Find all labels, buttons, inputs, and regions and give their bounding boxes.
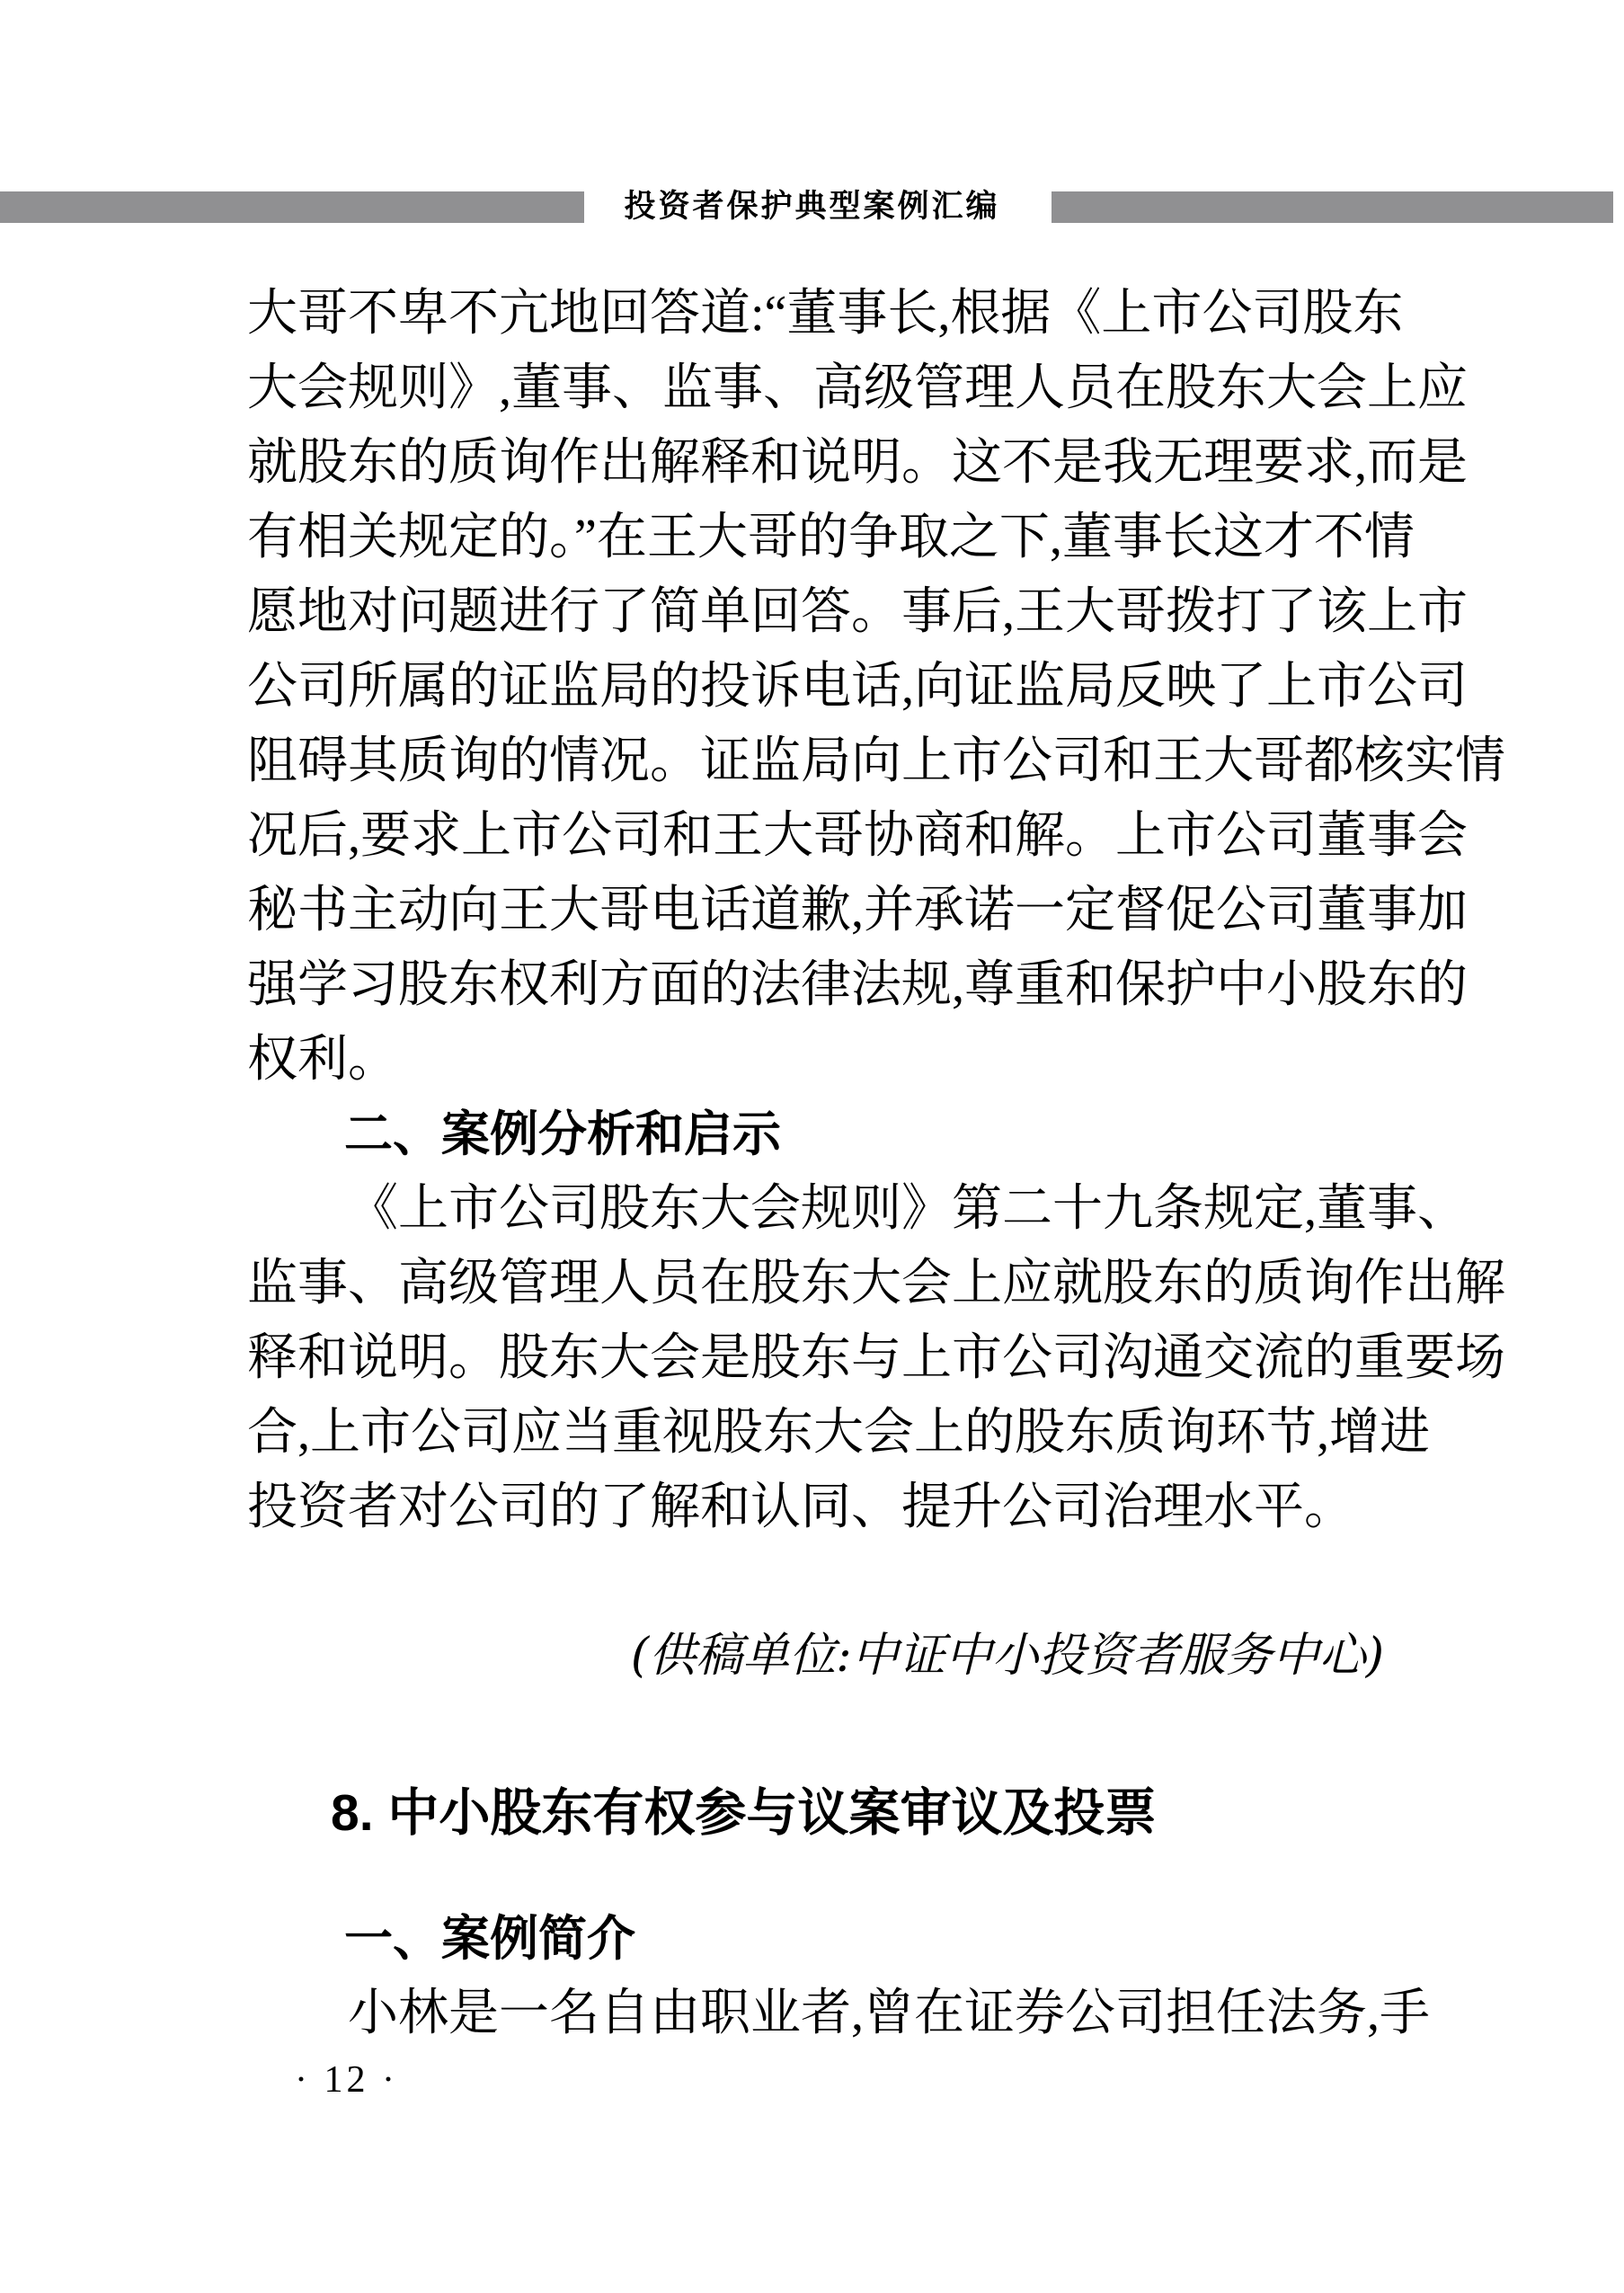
running-head-title: 投资者保护典型案例汇编: [624, 189, 1000, 224]
body-line: 况后,要求上市公司和王大哥协商和解。上市公司董事会: [247, 808, 1468, 864]
section-heading-intro: 一、案例简介: [344, 1912, 635, 1966]
body-line: 权利。: [247, 1032, 398, 1088]
header-rule-right: [1052, 191, 1613, 223]
body-line: 强学习股东权利方面的法律法规,尊重和保护中小股东的: [247, 957, 1468, 1013]
paragraph-case-narrative: [247, 277, 1505, 1098]
body-line: 公司所属的证监局的投诉电话,向证监局反映了上市公司: [247, 659, 1468, 715]
body-line: 阻碍其质询的情况。证监局向上市公司和王大哥都核实情: [247, 733, 1505, 789]
attribution-line: (供稿单位:中证中小投资者服务中心): [630, 1629, 1384, 1683]
body-line: 《上市公司股东大会规则》第二十九条规定,董事、: [348, 1181, 1468, 1237]
body-line: 有相关规定的。”在王大哥的争取之下,董事长这才不情: [247, 510, 1415, 565]
body-line: 愿地对问题进行了简单回答。事后,王大哥拨打了该上市: [247, 584, 1468, 640]
paragraph-analysis: [247, 1172, 1505, 1545]
section-heading-analysis: 二、案例分析和启示: [344, 1107, 781, 1161]
body-line: 就股东的质询作出解释和说明。这不是我无理要求,而是: [247, 435, 1468, 491]
body-line: 合,上市公司应当重视股东大会上的股东质询环节,增进: [247, 1405, 1430, 1461]
body-line: 大哥不卑不亢地回答道:“董事长,根据《上市公司股东: [247, 286, 1404, 342]
text-block: [247, 277, 1505, 2051]
page-number: · 12 ·: [295, 2059, 398, 2101]
body-line: 大会规则》,董事、监事、高级管理人员在股东大会上应: [247, 360, 1468, 416]
body-line: 小林是一名自由职业者,曾在证券公司担任法务,手: [348, 1986, 1430, 2041]
body-line: 监事、高级管理人员在股东大会上应就股东的质询作出解: [247, 1256, 1505, 1311]
chapter-heading: 8. 中小股东有权参与议案审议及投票: [331, 1784, 1157, 1842]
paragraph-intro: [247, 1977, 1430, 2051]
body-line: 投资者对公司的了解和认同、提升公司治理水平。: [247, 1480, 1354, 1535]
body-line: 秘书主动向王大哥电话道歉,并承诺一定督促公司董事加: [247, 883, 1468, 938]
body-line: 释和说明。股东大会是股东与上市公司沟通交流的重要场: [247, 1330, 1505, 1386]
